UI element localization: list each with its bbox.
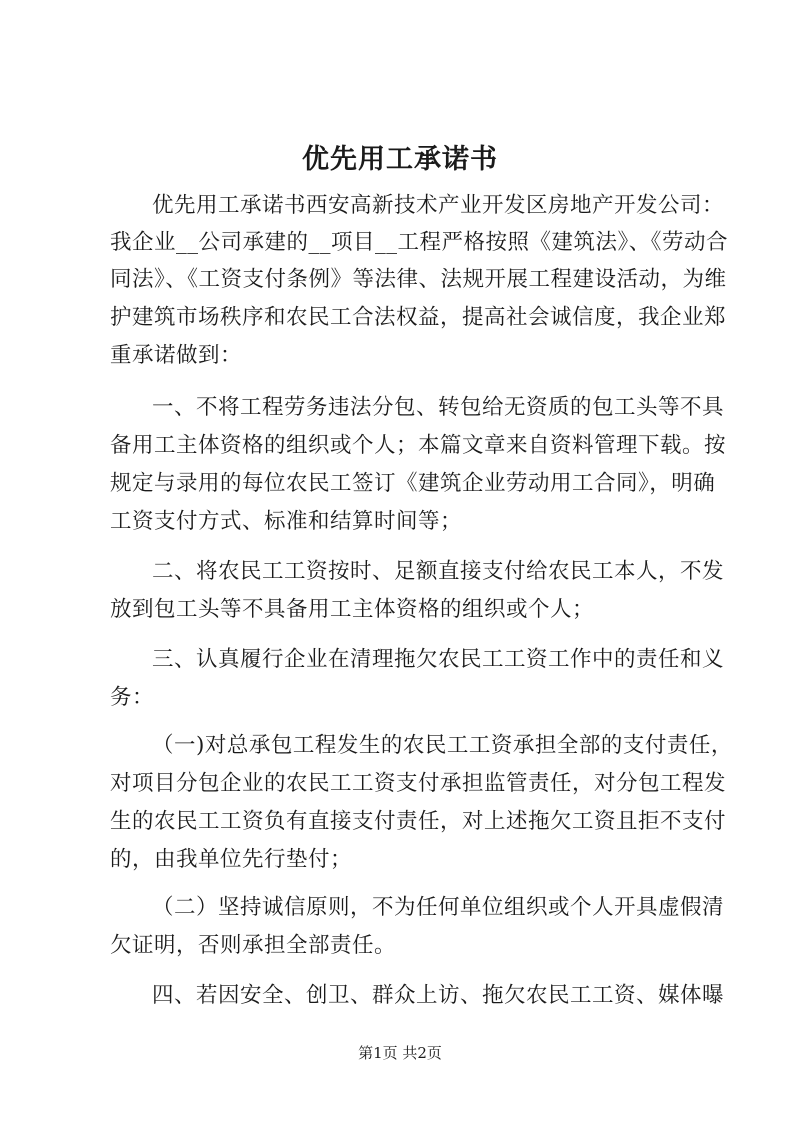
body-line: 护建筑市场秩序和农民工合法权益，提高社会诚信度，我企业郑	[110, 305, 727, 330]
body-line: 的，由我单位先行垫付；	[110, 847, 353, 872]
body-line: 三、认真履行企业在清理拖欠农民工工资工作中的责任和义	[152, 647, 725, 672]
body-line: 二、将农民工工资按时、足额直接支付给农民工本人，不发	[152, 559, 725, 584]
body-line: 务：	[110, 685, 155, 710]
body-line: 欠证明，否则承担全部责任。	[110, 933, 397, 958]
body-line: 重承诺做到：	[110, 343, 243, 368]
body-line: 我企业__公司承建的__项目__工程严格按照《建筑法》、《劳动合	[110, 230, 729, 255]
document-title: 优先用工承诺书	[302, 144, 498, 175]
body-line: 一、不将工程劳务违法分包、转包给无资质的包工头等不具	[152, 395, 725, 420]
body-line: （一)对总承包工程发生的农民工工资承担全部的支付责任，	[152, 733, 733, 758]
body-line: 优先用工承诺书西安高新技术产业开发区房地产开发公司：	[152, 193, 725, 218]
body-line: 四、若因安全、创卫、群众上访、拖欠农民工工资、媒体曝	[152, 983, 725, 1008]
body-line: 工资支付方式、标准和结算时间等；	[110, 509, 463, 534]
body-line: 规定与录用的每位农民工签订《建筑企业劳动用工合同》，明确	[110, 471, 716, 496]
body-line: 生的农民工工资负有直接支付责任，对上述拖欠工资且拒不支付	[110, 809, 727, 834]
page-number-footer: 第1页 共2页	[358, 1044, 442, 1062]
body-line: 放到包工头等不具备用工主体资格的组织或个人；	[110, 597, 595, 622]
body-line: 备用工主体资格的组织或个人；本篇文章来自资料管理下载。按	[110, 433, 727, 458]
body-line: 对项目分包企业的农民工工资支付承担监管责任，对分包工程发	[110, 771, 727, 796]
body-line: （二）坚持诚信原则，不为任何单位组织或个人开具虚假清	[152, 895, 725, 920]
body-line: 同法》、《工资支付条例》等法律、法规开展工程建设活动，为维	[110, 267, 727, 292]
